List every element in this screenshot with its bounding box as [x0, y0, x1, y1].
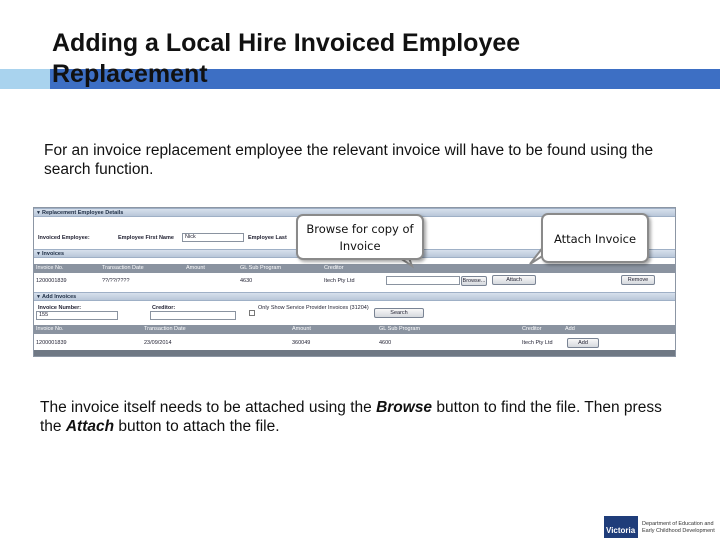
victoria-logo-icon: Victoria: [604, 516, 638, 538]
attach-callout: Attach Invoice: [541, 213, 649, 263]
date-cell: 23/09/2014: [144, 340, 172, 346]
invoice-no-cell: 1200001839: [36, 278, 67, 284]
invoice-number-input[interactable]: 155: [36, 311, 118, 320]
invoice-number-label: Invoice Number:: [38, 305, 82, 311]
column-header: Transaction Date: [144, 326, 186, 332]
column-header: GL Sub Program: [379, 326, 421, 332]
file-path-input[interactable]: [386, 276, 460, 285]
attach-emphasis: Attach: [65, 418, 115, 435]
column-header: Amount: [292, 326, 311, 332]
column-header: Amount: [186, 265, 205, 271]
gl-cell: 4600: [379, 340, 392, 346]
column-header: GL Sub Program: [240, 265, 282, 271]
invoiced-employee-label: Invoiced Employee:: [38, 235, 90, 241]
add-invoices-column-header: [34, 325, 675, 334]
column-header: Invoice No.: [36, 265, 64, 271]
collapse-triangle-icon: ▼: [36, 210, 41, 216]
browse-callout: Browse for copy of Invoice: [296, 214, 424, 260]
collapse-triangle-icon: ▼: [36, 294, 41, 300]
column-header: Creditor: [522, 326, 542, 332]
browse-emphasis: Browse: [376, 399, 433, 416]
section-header-invoices[interactable]: ▼ Invoices: [34, 249, 675, 258]
section-header-replacement[interactable]: ▼ Replacement Employee Details: [34, 208, 675, 217]
column-header: Invoice No.: [36, 326, 64, 332]
attach-button[interactable]: Attach: [492, 275, 536, 285]
department-logo: [604, 516, 718, 538]
creditor-cell: Itech Pty Ltd: [522, 340, 553, 346]
table-row: [34, 275, 675, 287]
creditor-input[interactable]: [150, 311, 236, 320]
gl-cell: 4630: [240, 278, 253, 284]
add-button[interactable]: Add: [567, 338, 599, 348]
section-header-add-invoices[interactable]: ▼ Add Invoices: [34, 292, 675, 301]
slide-title: Adding a Local Hire Invoiced Employee Replacement: [52, 29, 521, 88]
browse-button[interactable]: Browse...: [462, 278, 486, 284]
department-name: Department of Education and Early Childhood Development: [642, 521, 715, 534]
invoice-no-cell: 1200001839: [36, 340, 67, 346]
column-header: Add: [565, 326, 575, 332]
first-name-input[interactable]: Nick: [182, 233, 244, 242]
only-show-checkbox[interactable]: [249, 310, 255, 316]
remove-button[interactable]: Remove: [621, 275, 655, 285]
outro-text: The invoice itself needs to be attached using the Browse button to find the file. Then press the Attach button to attach the file.: [40, 399, 662, 435]
only-show-label: Only Show Service Provider Invoices (31204): [258, 305, 369, 311]
amount-cell: 360049: [292, 340, 311, 346]
date-cell: ??/??/????: [102, 278, 130, 284]
screenshot-footer-strip: [34, 350, 675, 356]
column-header: Transaction Date: [102, 265, 144, 271]
column-header: Creditor: [324, 265, 344, 271]
intro-text: For an invoice replacement employee the relevant invoice will have to be found using the search function.: [44, 142, 654, 178]
creditor-label: Creditor:: [152, 305, 176, 311]
first-name-label: Employee First Name: [118, 235, 174, 241]
search-button[interactable]: Search: [374, 308, 424, 318]
title-bar-accent: [0, 69, 50, 89]
creditor-cell: Itech Pty Ltd: [324, 278, 355, 284]
collapse-triangle-icon: ▼: [36, 251, 41, 257]
invoices-column-header: [34, 264, 675, 273]
last-name-label: Employee Last: [248, 235, 287, 241]
